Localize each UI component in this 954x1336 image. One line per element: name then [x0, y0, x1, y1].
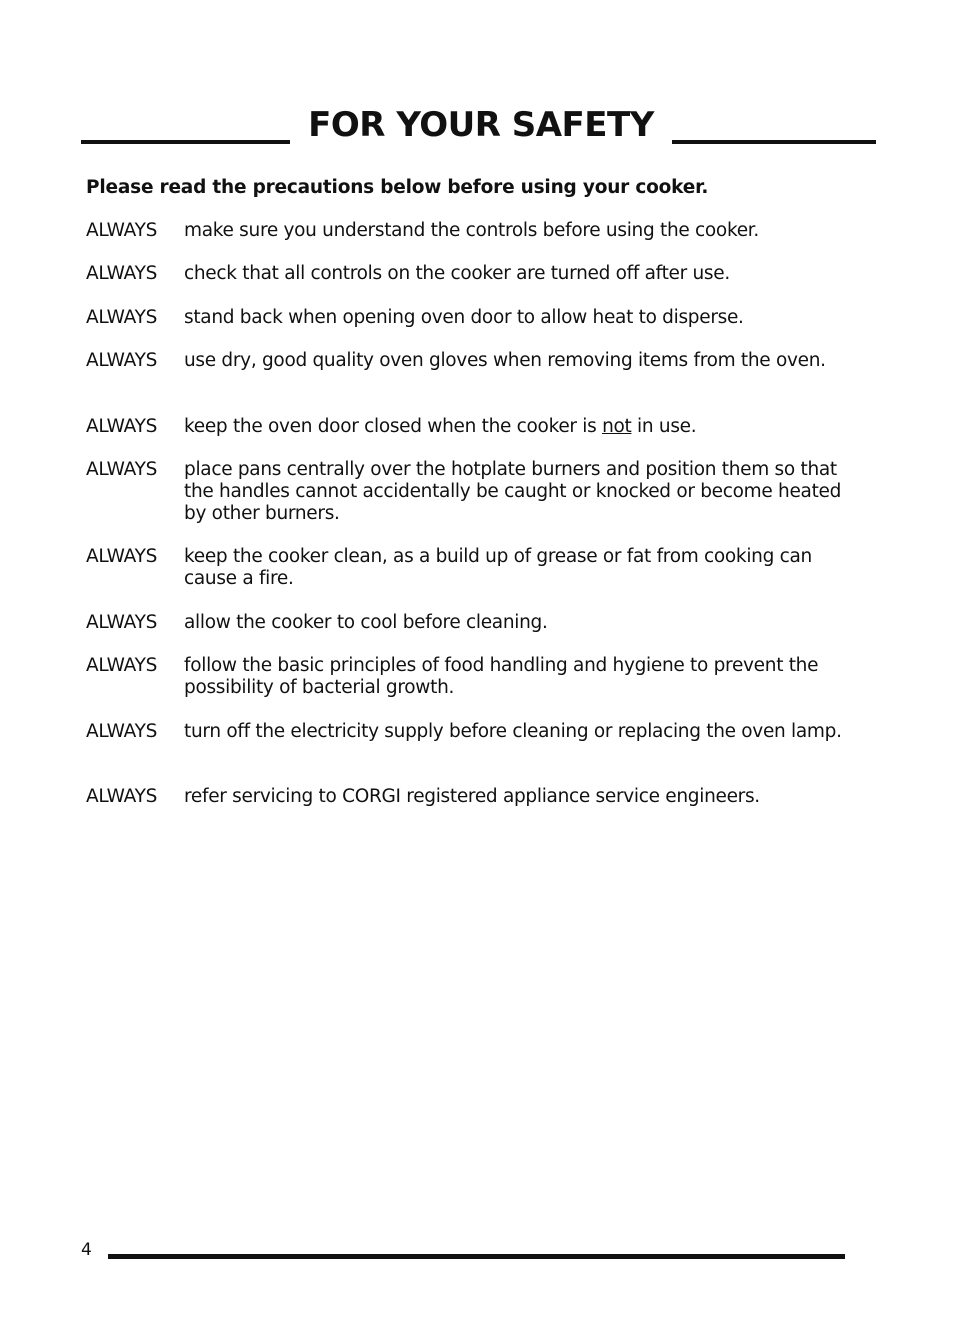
item-keyword: ALWAYS — [86, 459, 158, 480]
item-text: make sure you understand the controls before using the cooker. — [184, 220, 759, 241]
item-keyword: ALWAYS — [86, 786, 158, 807]
title-rule-left — [81, 140, 290, 144]
item-text: follow the basic principles of food handling and hygiene to prevent the possibility of bacterial growth. — [184, 655, 819, 698]
item-text: keep the cooker clean, as a build up of grease or fat from cooking can cause a fire. — [184, 546, 812, 589]
footer-rule — [108, 1254, 845, 1259]
item-keyword: ALWAYS — [86, 612, 158, 633]
item-keyword: ALWAYS — [86, 655, 158, 676]
item-text — [184, 416, 844, 438]
item-keyword: ALWAYS — [86, 263, 158, 284]
item-text: refer servicing to CORGI registered appliance service engineers. — [184, 786, 760, 807]
item-keyword: ALWAYS — [86, 416, 158, 437]
intro-text: Please read the precautions below before using your cooker. — [86, 177, 709, 198]
item-text: check that all controls on the cooker are turned off after use. — [184, 263, 730, 284]
item-text: use dry, good quality oven gloves when removing items from the oven. — [184, 350, 826, 371]
page-title: FOR YOUR SAFETY — [308, 105, 654, 145]
item-text-before: keep the oven door closed when the cooker is — [184, 416, 603, 437]
page-number: 4 — [81, 1240, 92, 1260]
item-text: allow the cooker to cool before cleaning. — [184, 612, 548, 633]
item-keyword: ALWAYS — [86, 350, 158, 371]
title-row — [0, 100, 954, 150]
item-text: turn off the electricity supply before cleaning or replacing the oven lamp. — [184, 721, 842, 742]
title-rule-right — [672, 140, 876, 144]
item-keyword: ALWAYS — [86, 220, 158, 241]
item-text: place pans centrally over the hotplate burners and position them so that the handles cannot accidentally be caught or knocked or become heated by other burners. — [184, 459, 842, 524]
item-keyword: ALWAYS — [86, 546, 158, 567]
item-text-emphasis: not — [602, 416, 632, 437]
item-text: stand back when opening oven door to allow heat to disperse. — [184, 307, 744, 328]
item-keyword: ALWAYS — [86, 307, 158, 328]
item-keyword: ALWAYS — [86, 721, 158, 742]
item-text-after: in use. — [631, 416, 697, 437]
